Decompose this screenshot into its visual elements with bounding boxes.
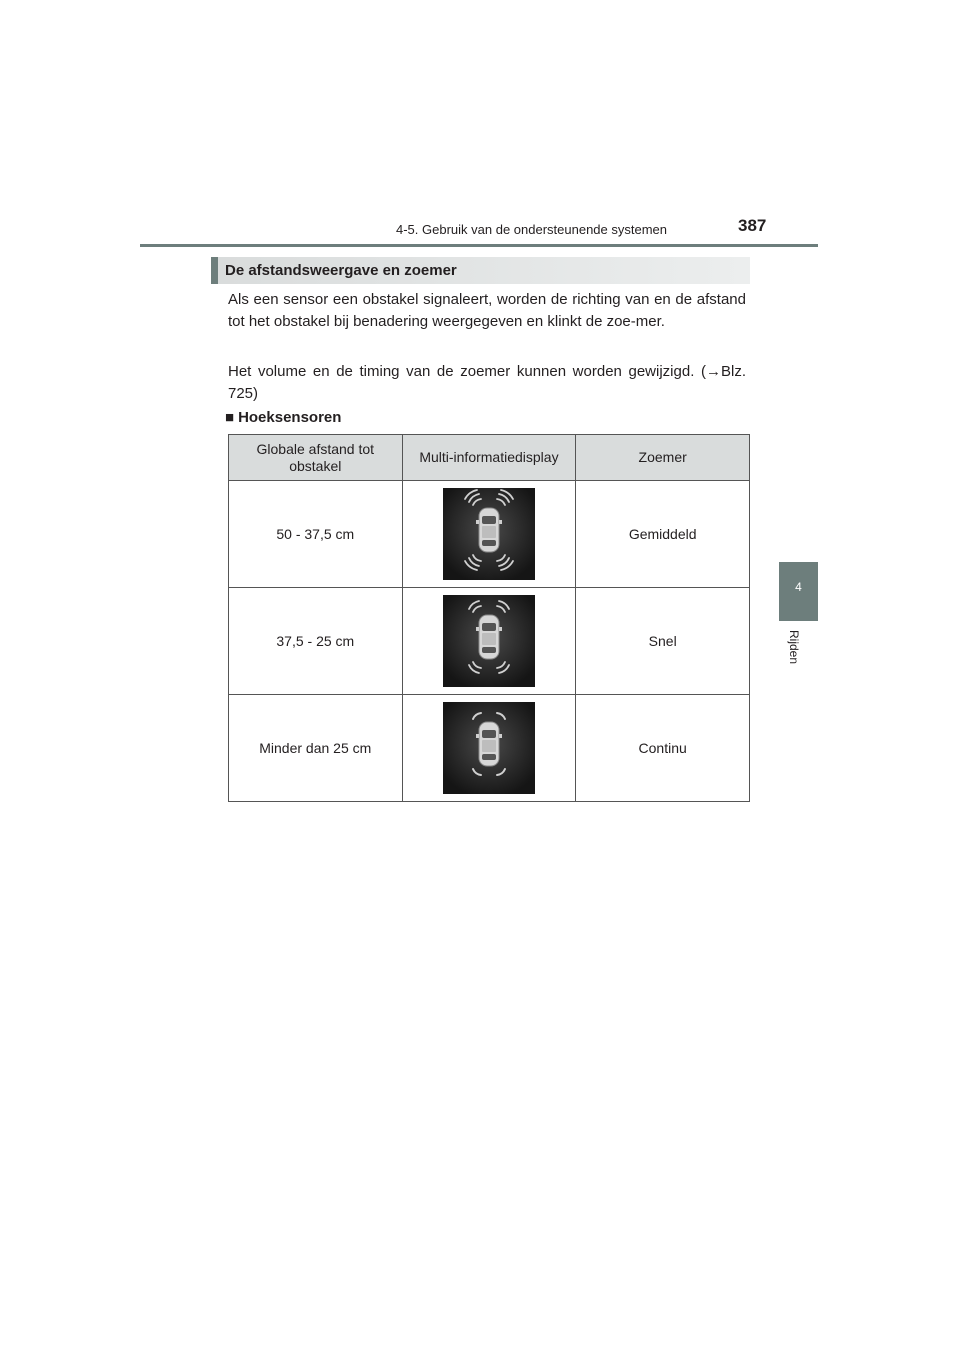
- distance-cell: Minder dan 25 cm: [229, 695, 403, 802]
- car-sensor-arcs-middle-icon: [443, 595, 535, 687]
- table-row: [229, 588, 750, 695]
- header-section-title: 4-5. Gebruik van de ondersteunende systemen: [396, 222, 668, 237]
- car-sensor-arcs-near-icon: [443, 702, 535, 794]
- page-reference-link[interactable]: Blz. 725: [228, 363, 746, 402]
- buzzer-cell: Snel: [576, 588, 750, 695]
- page-number: 387: [738, 216, 767, 235]
- distance-cell: 50 - 37,5 cm: [229, 481, 403, 588]
- paragraph-volume: Het volume en de timing van de zoemer kunnen worden gewijzigd. (→Blz. 725): [228, 363, 746, 402]
- paragraph-intro: Als een sensor een obstakel signaleert, worden de richting van en de afstand tot het obstakel bij benadering weergegeven en klinkt de zoe-mer.: [228, 291, 746, 330]
- section-heading: [211, 257, 750, 284]
- reference-arrow-icon: →: [705, 363, 721, 380]
- chapter-number: 4: [795, 580, 802, 594]
- display-cell: [402, 588, 576, 695]
- table-row: [229, 481, 750, 588]
- header-rule: [140, 244, 818, 247]
- table-header-row: [229, 435, 750, 481]
- section-heading-text: De afstandsweergave en zoemer: [225, 262, 457, 279]
- chapter-label: Rijden: [787, 630, 801, 665]
- distance-table: [228, 434, 750, 802]
- column-header-display: Multi-informatiedisplay: [402, 435, 576, 481]
- chapter-tab: [779, 562, 818, 621]
- distance-cell: 37,5 - 25 cm: [229, 588, 403, 695]
- square-bullet-icon: ■: [225, 409, 235, 426]
- paragraph-volume-text: Het volume en de timing van de zoemer kunnen worden gewijzigd.: [228, 363, 695, 380]
- table-row: [229, 695, 750, 802]
- buzzer-cell: Gemiddeld: [576, 481, 750, 588]
- subheading: [225, 409, 341, 426]
- car-sensor-arcs-far-icon: [443, 488, 535, 580]
- column-header-buzzer: Zoemer: [576, 435, 750, 481]
- column-header-distance: Globale afstand tot obstakel: [229, 435, 403, 481]
- display-cell: [402, 481, 576, 588]
- buzzer-cell: Continu: [576, 695, 750, 802]
- display-cell: [402, 695, 576, 802]
- subheading-text: Hoeksensoren: [238, 409, 342, 426]
